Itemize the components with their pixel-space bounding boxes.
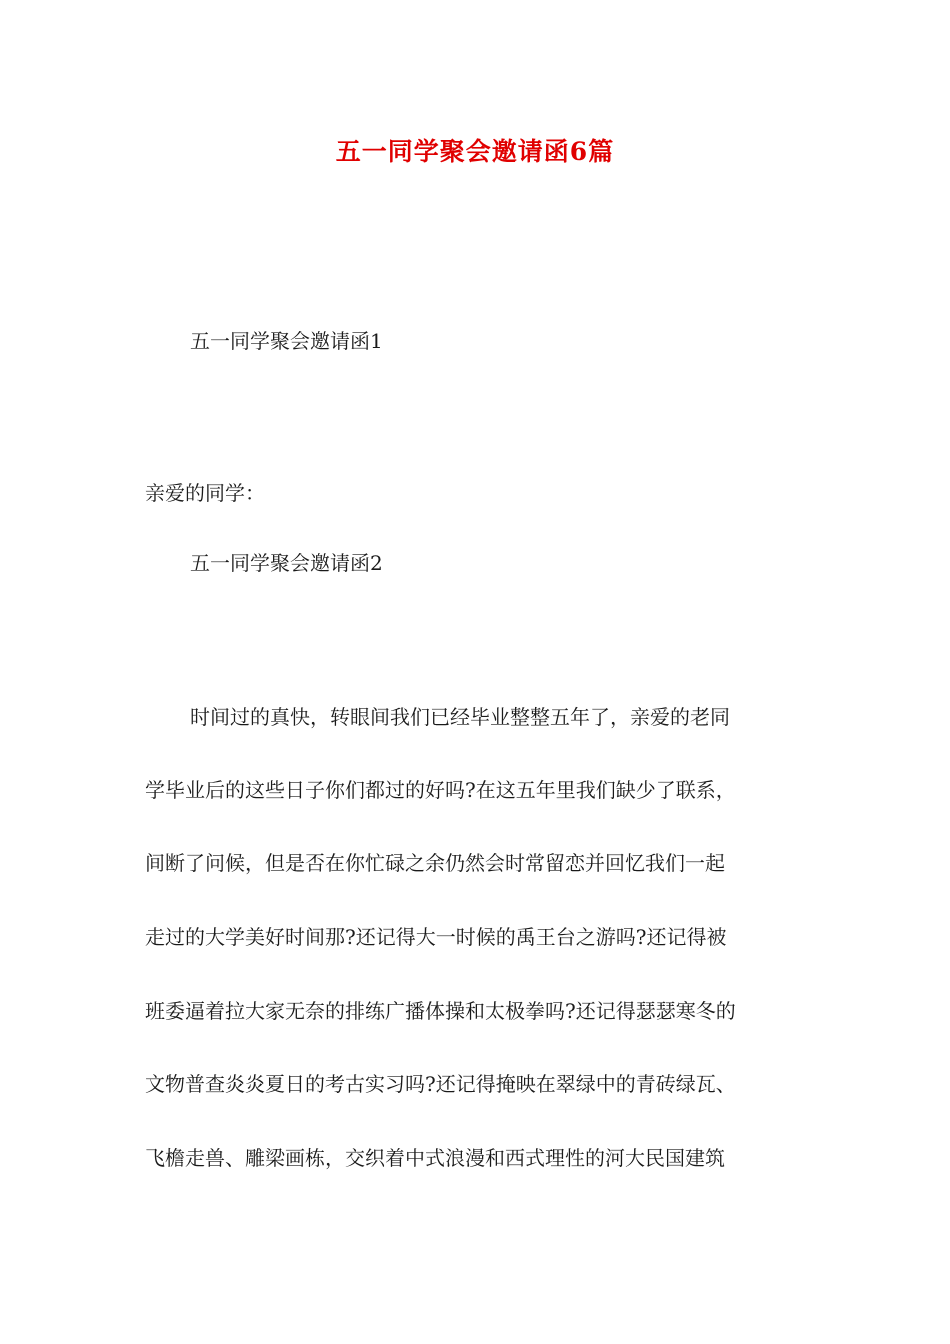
document-title: 五一同学聚会邀请函6篇 <box>335 137 615 166</box>
section-heading-1: 五一同学聚会邀请函1 <box>190 329 383 353</box>
salutation: 亲爱的同学： <box>145 481 265 505</box>
body-line: 文物普查炎炎夏日的考古实习吗?还记得掩映在翠绿中的青砖绿瓦、 <box>145 1072 736 1096</box>
body-line: 飞檐走兽、雕梁画栋，交织着中式浪漫和西式理性的河大民国建筑 <box>145 1146 725 1170</box>
body-line: 间断了问候，但是否在你忙碌之余仍然会时常留恋并回忆我们一起 <box>145 851 725 875</box>
body-line: 时间过的真快，转眼间我们已经毕业整整五年了，亲爱的老同 <box>190 705 730 729</box>
section-heading-2: 五一同学聚会邀请函2 <box>190 551 383 575</box>
body-line: 学毕业后的这些日子你们都过的好吗?在这五年里我们缺少了联系， <box>145 778 736 802</box>
body-line: 走过的大学美好时间那?还记得大一时候的禹王台之游吗?还记得被 <box>145 925 727 949</box>
body-line: 班委逼着拉大家无奈的排练广播体操和太极拳吗?还记得瑟瑟寒冬的 <box>145 999 736 1023</box>
